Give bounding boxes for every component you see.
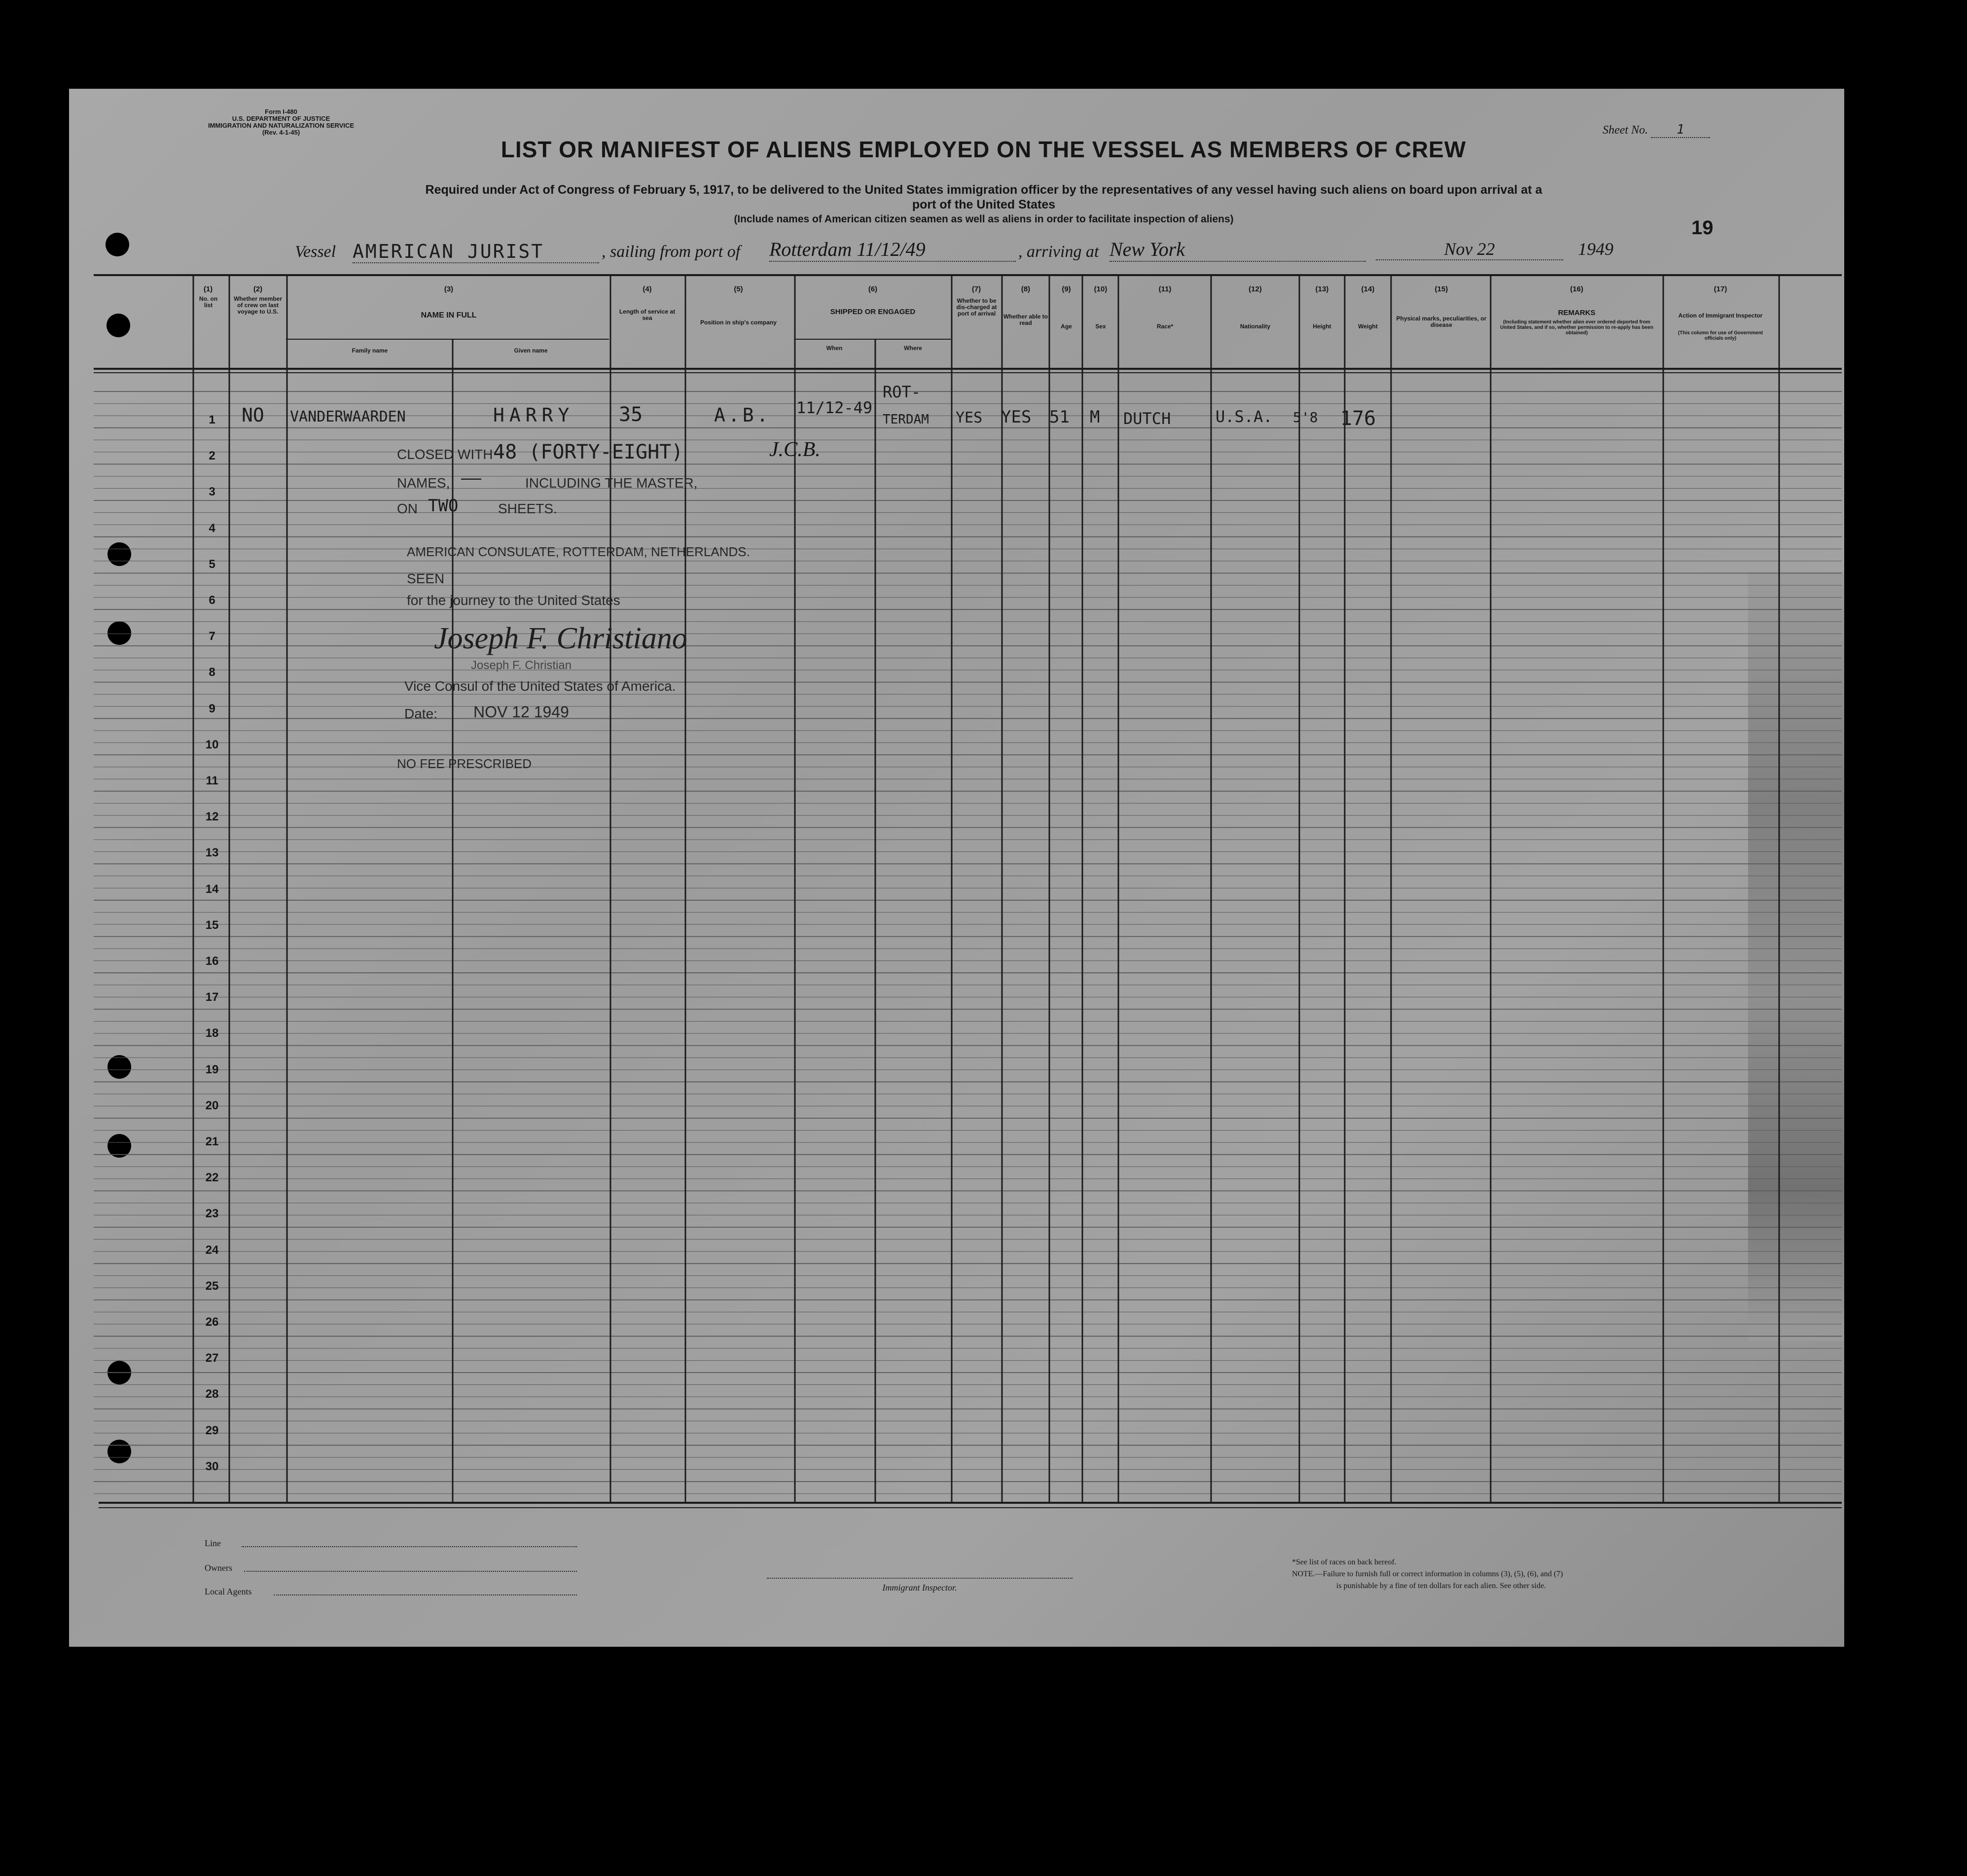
entry-weight: 176 bbox=[1340, 407, 1376, 430]
sheets-count: TWO bbox=[428, 496, 459, 516]
col-12-header: Nationality bbox=[1240, 323, 1271, 330]
row-number: 6 bbox=[209, 594, 215, 607]
col-9-header: Age bbox=[1061, 323, 1072, 330]
arrival-date: Nov 22 bbox=[1376, 239, 1563, 260]
entry-sex: M bbox=[1090, 407, 1100, 427]
footer-agents-label: Local Agents bbox=[205, 1587, 252, 1596]
where-header: Where bbox=[904, 345, 922, 352]
arriving-port: New York bbox=[1109, 238, 1366, 262]
consulate-date-label: Date: bbox=[404, 706, 437, 721]
sheet-label: Sheet No. bbox=[1603, 124, 1648, 137]
col-16-header: REMARKS bbox=[1558, 309, 1596, 317]
row-number: 22 bbox=[205, 1171, 219, 1185]
col-3-number: (3) bbox=[444, 285, 454, 293]
row-number: 19 bbox=[205, 1062, 219, 1076]
names-label: NAMES, bbox=[397, 475, 450, 491]
sheets-label: SHEETS. bbox=[498, 501, 557, 516]
row-number: 3 bbox=[209, 485, 215, 499]
footer-agents-field bbox=[274, 1594, 577, 1595]
consulate-seen: SEEN bbox=[407, 571, 445, 586]
row-number: 28 bbox=[205, 1387, 219, 1401]
col-10-header: Sex bbox=[1095, 323, 1106, 330]
entry-position: A.B. bbox=[714, 404, 771, 426]
col-17-header: Action of Immigrant Inspector bbox=[1678, 312, 1763, 319]
row-number: 13 bbox=[205, 846, 219, 860]
col-13-header: Height bbox=[1313, 323, 1331, 330]
col-6-header: SHIPPED OR ENGAGED bbox=[830, 308, 916, 316]
col-4-number: (4) bbox=[643, 285, 652, 293]
vice-consul-name: Joseph F. Christian bbox=[471, 659, 572, 672]
entry-given-name: HARRY bbox=[493, 404, 574, 426]
row-number: 1 bbox=[209, 413, 215, 426]
entry-shipped-where-1: ROT- bbox=[883, 383, 921, 401]
family-name-header: Family name bbox=[352, 347, 388, 354]
entry-nationality: U.S.A. bbox=[1216, 407, 1273, 426]
footer-line-label: Line bbox=[205, 1538, 221, 1548]
form-number: Form I-480 bbox=[265, 108, 297, 115]
col-12-number: (12) bbox=[1249, 285, 1262, 293]
subtitle-line-3: (Include names of American citizen seamen as well as aliens in order to facilitate inspection of aliens) bbox=[734, 213, 1234, 225]
row-number: 12 bbox=[205, 810, 219, 824]
col-10-number: (10) bbox=[1094, 285, 1108, 293]
row-number: 20 bbox=[205, 1098, 219, 1112]
col-16-number: (16) bbox=[1570, 285, 1583, 293]
entry-race: DUTCH bbox=[1123, 409, 1171, 428]
row-number: 5 bbox=[209, 557, 215, 571]
col-17-subheader: (This column for use of Government officials only) bbox=[1678, 330, 1763, 341]
including-master-text: INCLUDING THE MASTER, bbox=[525, 475, 698, 491]
page-title: LIST OR MANIFEST OF ALIENS EMPLOYED ON THE VESSEL AS MEMBERS OF CREW bbox=[501, 137, 1466, 162]
vice-consul-signature: Joseph F. Christiano bbox=[434, 622, 687, 655]
no-fee-stamp: NO FEE PRESCRIBED bbox=[397, 756, 532, 771]
row-number: 9 bbox=[209, 702, 215, 715]
row-number: 30 bbox=[205, 1459, 219, 1473]
col-7-header: Whether to be dis-charged at port of arrival bbox=[956, 297, 997, 317]
form-rev: (Rev. 4-1-45) bbox=[262, 129, 300, 136]
footer-owners-label: Owners bbox=[205, 1563, 232, 1573]
vice-consul-title: Vice Consul of the United States of America. bbox=[404, 678, 676, 694]
inspector-label: Immigrant Inspector. bbox=[882, 1583, 957, 1593]
form-service: IMMIGRATION AND NATURALIZATION SERVICE bbox=[208, 122, 355, 129]
row-number: 7 bbox=[209, 630, 215, 643]
entry-shipped-when: 11/12-49 bbox=[796, 398, 873, 417]
col-14-header: Weight bbox=[1358, 323, 1378, 330]
given-name-header: Given name bbox=[514, 347, 548, 354]
col-1-header: No. on list bbox=[199, 295, 218, 309]
subtitle-line-2: port of the United States bbox=[912, 198, 1056, 212]
row-number: 26 bbox=[205, 1315, 219, 1329]
row-number: 29 bbox=[205, 1423, 219, 1437]
races-note: *See list of races on back hereof. bbox=[1292, 1558, 1396, 1566]
row-number: 24 bbox=[205, 1243, 219, 1257]
col-9-number: (9) bbox=[1062, 285, 1071, 293]
col-8-header: Whether able to read bbox=[1003, 313, 1048, 326]
row-number: 4 bbox=[209, 521, 215, 535]
footer-owners-field bbox=[244, 1571, 577, 1572]
subtitle-line-1: Required under Act of Congress of February 5, 1917, to be delivered to the United States immigration officer by the representatives of any vessel having such aliens on board upon arrival at a bbox=[425, 183, 1542, 197]
entry-length-of-service: 35 bbox=[619, 403, 643, 426]
row-number: 10 bbox=[205, 738, 219, 751]
row-number: 2 bbox=[209, 449, 215, 463]
closing-initials: J.C.B. bbox=[769, 438, 821, 461]
col-11-header: Race* bbox=[1156, 323, 1174, 330]
vessel-label: Vessel bbox=[295, 243, 336, 261]
col-1-number: (1) bbox=[203, 285, 213, 293]
col-2-number: (2) bbox=[253, 285, 263, 293]
sailing-label: , sailing from port of bbox=[602, 243, 741, 261]
row-number: 27 bbox=[205, 1351, 219, 1365]
row-number: 23 bbox=[205, 1207, 219, 1221]
entry-crew-last-voyage: NO bbox=[242, 404, 264, 426]
entry-shipped-where-2: TERDAM bbox=[883, 412, 929, 427]
entry-discharged: YES bbox=[956, 409, 983, 426]
row-number: 16 bbox=[205, 955, 219, 968]
penalty-note-2: is punishable by a fine of ten dollars for each alien. See other side. bbox=[1336, 1582, 1546, 1590]
row-number: 17 bbox=[205, 991, 219, 1004]
col-11-number: (11) bbox=[1158, 285, 1172, 293]
row-number: 8 bbox=[209, 666, 215, 679]
row-number: 21 bbox=[205, 1135, 219, 1148]
entry-able-to-read: YES bbox=[1001, 407, 1032, 427]
inspector-signature-field bbox=[767, 1578, 1073, 1579]
form-dept: U.S. DEPARTMENT OF JUSTICE bbox=[232, 115, 330, 122]
row-number: 18 bbox=[205, 1026, 219, 1040]
entry-height: 5'8 bbox=[1293, 409, 1318, 425]
closed-with-label: CLOSED WITH bbox=[397, 447, 493, 462]
col-4-header: Length of service at sea bbox=[619, 308, 676, 321]
row-number: 14 bbox=[205, 882, 219, 896]
col-7-number: (7) bbox=[971, 285, 981, 293]
arrival-year: 1949 bbox=[1578, 239, 1613, 259]
col-14-number: (14) bbox=[1361, 285, 1375, 293]
consulate-journey: for the journey to the United States bbox=[407, 593, 620, 608]
col-2-header: Whether member of crew on last voyage to U.S. bbox=[233, 295, 283, 315]
col-3-header: NAME IN FULL bbox=[421, 311, 477, 319]
consulate-header: AMERICAN CONSULATE, ROTTERDAM, NETHERLANDS. bbox=[407, 544, 750, 559]
col-15-number: (15) bbox=[1434, 285, 1448, 293]
consulate-date: NOV 12 1949 bbox=[473, 703, 569, 721]
col-15-header: Physical marks, peculiarities, or disease bbox=[1396, 315, 1487, 328]
col-17-number: (17) bbox=[1714, 285, 1727, 293]
vessel-name: AMERICAN JURIST bbox=[353, 241, 599, 263]
names-value: —— bbox=[461, 468, 481, 488]
penalty-note-1: NOTE.—Failure to furnish full or correct information in columns (3), (5), (6), and (7) bbox=[1292, 1570, 1563, 1578]
col-6-number: (6) bbox=[868, 285, 878, 293]
sheet-value: 1 bbox=[1651, 122, 1710, 138]
footer-line-field bbox=[242, 1546, 577, 1547]
col-8-number: (8) bbox=[1021, 285, 1031, 293]
arriving-label: , arriving at bbox=[1018, 243, 1099, 261]
row-number: 11 bbox=[206, 774, 218, 787]
col-5-header: Position in ship's company bbox=[700, 319, 777, 326]
sailing-port: Rotterdam 11/12/49 bbox=[769, 238, 1016, 262]
row-number: 25 bbox=[205, 1279, 219, 1293]
col-13-number: (13) bbox=[1315, 285, 1329, 293]
col-5-number: (5) bbox=[734, 285, 743, 293]
col-16-subheader: (Including statement whether alien ever ordered deported from United States, and if so, whether permission to re-apply has been obtained) bbox=[1500, 319, 1653, 336]
closed-with-count: 48 (FORTY-EIGHT) bbox=[493, 441, 683, 463]
page-number: 19 bbox=[1691, 217, 1714, 239]
entry-age: 51 bbox=[1049, 407, 1070, 427]
row-number: 15 bbox=[205, 918, 219, 932]
when-header: When bbox=[826, 345, 843, 352]
entry-family-name: VANDERWAARDEN bbox=[290, 408, 406, 425]
on-label: ON bbox=[397, 501, 418, 516]
